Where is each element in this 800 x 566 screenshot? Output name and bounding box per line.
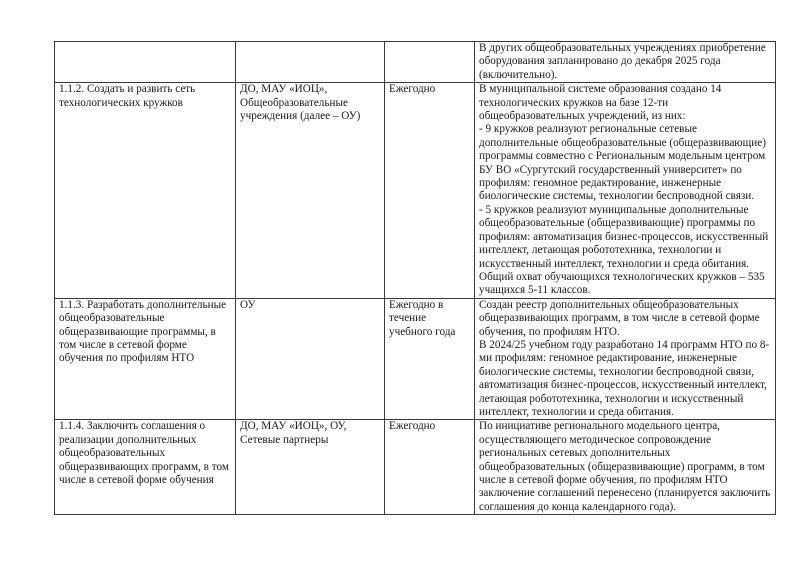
table-row — [55, 298, 776, 420]
responsible-text: Сетевые партнеры — [240, 433, 329, 446]
result-text: - 5 кружков реализуют муниципальные дополнительные — [479, 203, 749, 216]
responsible-cell — [236, 83, 385, 299]
task-text: общеобразовательных — [59, 447, 166, 460]
responsible-cell — [236, 42, 385, 83]
table-row — [55, 420, 776, 515]
result-text: обучения, по профилям НТО. — [479, 325, 620, 338]
result-cell — [475, 42, 776, 83]
deadline-text: учебного года — [389, 325, 456, 338]
task-cell — [55, 298, 236, 420]
deadline-text: Ежегодно — [389, 420, 436, 433]
result-text: искусственный интеллект, технологии и среда обитания. — [479, 257, 750, 270]
result-text: заключение соглашений перенесено (планируется заключить — [479, 487, 771, 500]
result-text: В 2024/25 учебном году разработано 14 программ НТО по 8- — [479, 338, 770, 351]
task-text: обучения по профилям НТО — [59, 352, 195, 365]
responsible-text: ДО, МАУ «ИОЦ», ОУ, — [240, 420, 347, 433]
task-cell — [55, 42, 236, 83]
plan-table — [54, 41, 776, 515]
result-text: соглашения до конца календарного года). — [479, 500, 677, 513]
result-text: В муниципальной системе образования создано 14 — [479, 83, 722, 96]
result-text: В других общеобразовательных учреждениях приобретение — [479, 42, 766, 54]
result-text: (включительно). — [479, 68, 558, 81]
deadline-cell — [385, 83, 475, 299]
result-text: - 9 кружков реализуют региональные сетевые — [479, 123, 697, 136]
result-text: программы совместно с Региональным модельным центром — [479, 150, 766, 163]
result-text: интеллект, технологии и среда обитания. — [479, 405, 674, 418]
responsible-text: учреждения (далее – ОУ) — [240, 110, 361, 123]
result-text: числе в сетевой форме обучения, по профилям НТО — [479, 474, 728, 486]
task-cell — [55, 83, 236, 299]
result-cell — [475, 298, 776, 420]
task-text: 1.1.2. Создать и развить сеть — [59, 83, 196, 96]
deadline-text: течение — [389, 312, 427, 325]
result-text: общеобразовательные (общеразвивающие) программы по — [479, 217, 756, 230]
result-text: БУ ВО «Сургутский государственный университет» по — [479, 163, 742, 176]
result-text: общеобразовательных (общеразвивающие) программ, в том — [479, 460, 765, 473]
result-cell — [475, 420, 776, 515]
task-text: 1.1.4. Заключить соглашения о — [59, 420, 206, 433]
task-text: общеобразовательные — [59, 312, 165, 325]
table-row — [55, 42, 776, 83]
result-cell — [475, 83, 776, 299]
result-text: автоматизация бизнес-процессов, искусственный интеллект, — [479, 379, 767, 392]
result-text: общеразвивающих программ, в том числе в сетевой форме — [479, 312, 760, 325]
result-text: биологические системы, технологии беспроводной связи. — [479, 190, 755, 203]
result-text: общеобразовательных учреждений, из них: — [479, 110, 686, 123]
result-text: интеллект, летающая робототехника, технологии и — [479, 244, 722, 257]
deadline-cell — [385, 420, 475, 515]
task-text: общеразвивающие программы, в — [59, 325, 216, 338]
result-text: Общий охват обучающихся технологических кружков – 535 — [479, 270, 765, 283]
result-text: осуществляющего методическое сопровождение — [479, 433, 712, 446]
responsible-text: Общеобразовательные — [240, 96, 348, 109]
result-text: региональных сетевых дополнительных — [479, 447, 671, 460]
result-text: профилям: геномное редактирование, инженерные — [479, 177, 722, 190]
deadline-text: Ежегодно — [389, 83, 436, 96]
result-text: учащихся 5-11 классов. — [479, 284, 591, 297]
task-text: технологических кружков — [59, 96, 183, 109]
result-text: технологических кружков на базе 12-ти — [479, 96, 669, 109]
result-text: дополнительные общеобразовательные (общеразвивающие) — [479, 136, 766, 149]
task-text: том числе в сетевой форме — [59, 338, 187, 351]
task-text: реализации дополнительных — [59, 433, 197, 446]
responsible-cell — [236, 298, 385, 420]
deadline-cell — [385, 298, 475, 420]
result-text: ми профилям: геномное редактирование, инженерные — [479, 352, 737, 365]
deadline-text: Ежегодно в — [389, 298, 444, 311]
task-text: общеразвивающих программ, в том — [59, 460, 229, 473]
result-text: оборудования запланировано до декабря 2025 года — [479, 55, 721, 68]
result-text: Создан реестр дополнительных общеобразовательных — [479, 298, 739, 311]
task-text: числе в сетевой форме обучения — [59, 474, 214, 486]
responsible-cell — [236, 420, 385, 515]
responsible-text: ДО, МАУ «ИОЦ», — [240, 83, 328, 96]
result-text: летающая робототехника, технологии и искусственный — [479, 392, 744, 405]
result-text: По инициативе регионального модельного центра, — [479, 420, 720, 433]
task-text: 1.1.3. Разработать дополнительные — [59, 298, 227, 311]
responsible-text: ОУ — [240, 298, 256, 311]
table-row — [55, 83, 776, 299]
result-text: профилям: автоматизация бизнес-процессов, искусственный — [479, 230, 769, 243]
deadline-cell — [385, 42, 475, 83]
result-text: биологические системы, технологии беспроводной связи, — [479, 365, 755, 378]
task-cell — [55, 420, 236, 515]
